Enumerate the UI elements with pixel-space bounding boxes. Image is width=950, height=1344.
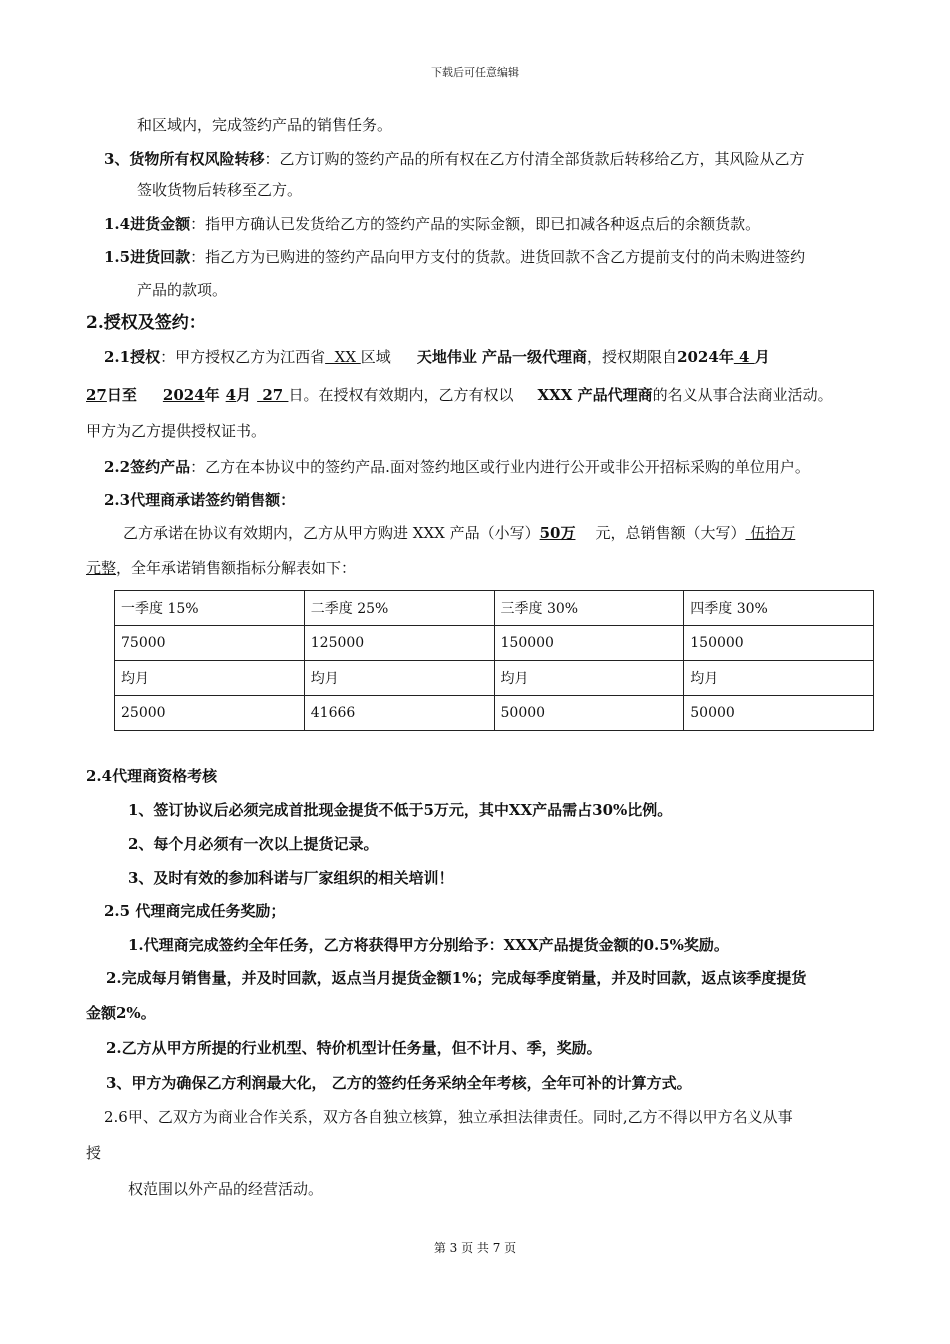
clause-text: 乙方承诺在协议有效期内，乙方从甲方购进 XXX 产品（小写）	[123, 524, 540, 542]
paragraph-line: 甲方为乙方提供授权证书。	[86, 422, 267, 440]
table-cell: 一季度 15%	[115, 591, 305, 626]
clause-label: 2.2签约产品	[104, 458, 191, 476]
table-cell: 150000	[684, 626, 874, 661]
year-field: 2024	[677, 348, 719, 366]
clause-text: ，全年承诺销售额指标分解表如下：	[116, 559, 357, 577]
clause-2-3-line-2	[86, 558, 356, 578]
table-cell: 均月	[115, 661, 305, 696]
section-heading: 2.授权及签约：	[86, 313, 206, 333]
clause-text: ：乙方订购的签约产品的所有权在乙方付清全部货款后转移给乙方，其风险从乙方	[264, 150, 805, 168]
clause-label: 1.4进货金额	[104, 215, 191, 233]
list-item: 2、每个月必须有一次以上提货记录。	[128, 835, 379, 853]
clause-2-6-line-3: 权范围以外产品的经营活动。	[128, 1180, 324, 1198]
table-cell: 41666	[304, 696, 494, 731]
clause-text: ：甲方授权乙方为江西省	[160, 348, 326, 366]
day-field: 27	[257, 386, 289, 404]
clause-1-5-line	[104, 247, 805, 267]
clause-text: ：指甲方确认已发货给乙方的签约产品的实际金额，即已扣减各种返点后的余额货款。	[190, 215, 761, 233]
table-cell: 均月	[494, 661, 684, 696]
quota-table	[114, 590, 874, 731]
table-cell: 150000	[494, 626, 684, 661]
clause-2-6-line: 2.6甲、乙双方为商业合作关系，双方各自独立核算，独立承担法律责任。同时,乙方不得以甲方名义从事	[104, 1108, 793, 1126]
brand-text: XXX 产品代理商	[537, 386, 653, 404]
table-row	[115, 626, 874, 661]
brand-text: 天地伟业 产品一级代理商	[416, 348, 588, 366]
clause-text: ，授权期限自	[587, 348, 678, 366]
clause-2-1-line-2	[86, 385, 833, 405]
clause-label: 1.5进货回款	[104, 248, 191, 266]
paragraph-line: 签收货物后转移至乙方。	[137, 181, 303, 199]
clause-2-1-line	[104, 347, 770, 367]
clause-text: 的名义从事合法商业活动。	[652, 386, 833, 404]
clause-2-6-line-2: 授	[86, 1144, 102, 1162]
clause-2-3-heading: 2.3代理商承诺签约销售额：	[104, 491, 296, 509]
list-item: 3、甲方为确保乙方利润最大化， 乙方的签约任务采纳全年考核，全年可补的计算方式。	[106, 1074, 692, 1092]
day-field: 27	[86, 386, 107, 404]
list-item: 1、签订协议后必须完成首批现金提货不低于5万元，其中XX产品需占30%比例。	[128, 801, 673, 819]
clause-text: 年	[718, 348, 734, 366]
clause-2-2-line	[104, 457, 810, 477]
table-cell: 均月	[304, 661, 494, 696]
month-field: 4	[733, 348, 755, 366]
month-field: 4	[225, 386, 237, 404]
table-row	[115, 696, 874, 731]
clause-text: 元，总销售额（大写）	[595, 524, 746, 542]
table-cell: 75000	[115, 626, 305, 661]
table-cell: 50000	[684, 696, 874, 731]
table-row	[115, 591, 874, 626]
list-item: 2.乙方从甲方所提的行业机型、特价机型计任务量，但不计月、季，奖励。	[106, 1039, 602, 1057]
amount-big-field: 伍拾万	[745, 524, 796, 542]
clause-3-line	[104, 149, 804, 169]
table-cell: 三季度 30%	[494, 591, 684, 626]
paragraph-line: 和区域内，完成签约产品的销售任务。	[137, 116, 393, 134]
clause-2-3-line	[123, 523, 795, 543]
clause-text: 月	[754, 348, 770, 366]
clause-2-5-heading: 2.5 代理商完成任务奖励；	[104, 902, 286, 920]
list-item: 2.完成每月销售量，并及时回款，返点当月提货金额1%；完成每季度销量，并及时回款，返点该季度提货	[106, 969, 807, 987]
region-field: XX	[325, 348, 361, 366]
year-field: 2024	[162, 386, 205, 404]
clause-label: 3、货物所有权风险转移	[104, 150, 265, 168]
page-header: 下载后可任意编辑	[431, 66, 519, 79]
list-item: 3、及时有效的参加科诺与厂家组织的相关培训！	[128, 869, 454, 887]
table-cell: 125000	[304, 626, 494, 661]
page-footer: 第 3 页 共 7 页	[433, 1241, 517, 1255]
paragraph-line: 产品的款项。	[137, 281, 228, 299]
clause-1-4-line	[104, 214, 760, 234]
amount-big-field: 元整	[86, 559, 117, 577]
amount-small-field: 50万	[539, 524, 576, 542]
table-row	[115, 661, 874, 696]
clause-text: ：指乙方为已购进的签约产品向甲方支付的货款。进货回款不含乙方提前支付的尚未购进签约	[190, 248, 806, 266]
clause-label: 2.1授权	[104, 348, 161, 366]
list-item: 1.代理商完成签约全年任务，乙方将获得甲方分别给予：XXX产品提货金额的0.5%奖励。	[128, 936, 729, 954]
clause-2-4-heading: 2.4代理商资格考核	[86, 767, 218, 785]
table-cell: 50000	[494, 696, 684, 731]
clause-text: ：乙方在本协议中的签约产品.面对签约地区或行业内进行公开或非公开招标采购的单位用户。	[190, 458, 810, 476]
table-cell: 二季度 25%	[304, 591, 494, 626]
table-cell: 25000	[115, 696, 305, 731]
clause-text: 日。在授权有效期内，乙方有权以	[288, 386, 514, 404]
list-item-continuation: 金额2%。	[86, 1004, 156, 1022]
clause-text: 月	[236, 386, 252, 404]
clause-text: 日至	[106, 386, 137, 404]
table-cell: 均月	[684, 661, 874, 696]
clause-text: 区域	[360, 348, 391, 366]
clause-text: 年	[204, 386, 220, 404]
table-cell: 四季度 30%	[684, 591, 874, 626]
